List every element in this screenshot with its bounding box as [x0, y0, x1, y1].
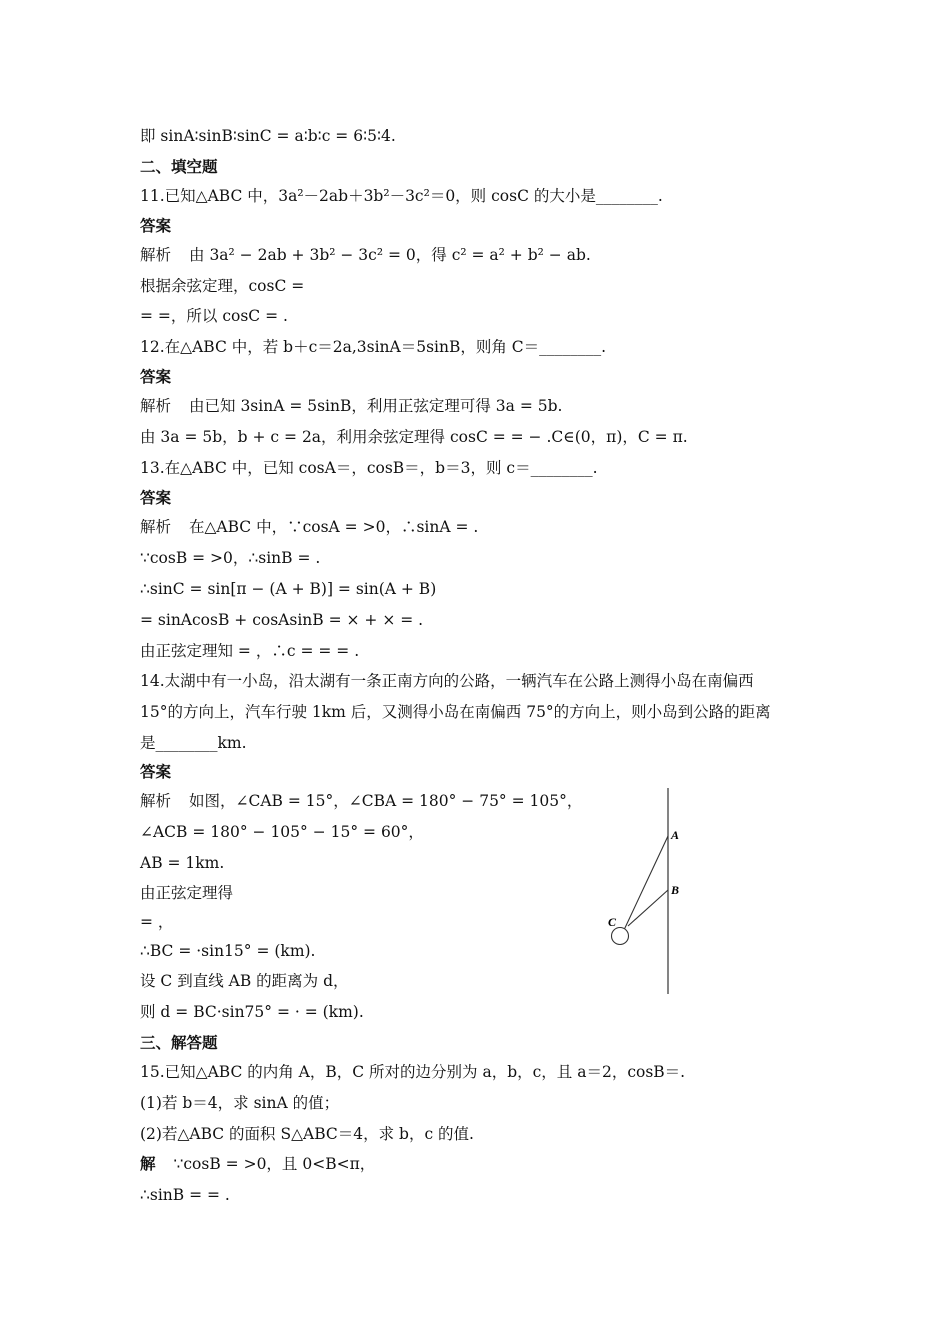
solution-label: 解	[140, 1155, 156, 1173]
point-c-label: C	[608, 915, 617, 929]
analysis-14-line-7: 设 C 到直线 AB 的距离为 d，	[140, 972, 349, 990]
analysis-14-line-6: ∴BC = ·sin15° = (km).	[140, 942, 316, 960]
question-15: 15.已知△ABC 的内角 A，B，C 所对的边分别为 a，b，c，且 a＝2，cosB＝.	[140, 1063, 686, 1081]
solution-15-line-1: 解 ∵cosB = >0，且 0<B<π，	[140, 1155, 376, 1173]
question-12: 12.在△ABC 中，若 b＋c＝2a,3sinA＝5sinB，则角 C＝________.	[140, 338, 607, 356]
analysis-13-line-3: ∴sinC = sin[π − (A + B)] = sin(A + B)	[140, 580, 437, 598]
analysis-11-line-2: 根据余弦定理，cosC =	[140, 277, 305, 295]
answer-heading-13: 答案	[140, 489, 172, 507]
analysis-14-line-2: ∠ACB = 180° − 105° − 15° = 60°，	[140, 823, 424, 841]
analysis-11-line-1: 解析 由 3a² − 2ab + 3b² − 3c² = 0，得 c² = a² + b² − ab.	[140, 246, 591, 264]
analysis-14-line-3: AB = 1km.	[140, 854, 225, 872]
answer-heading-14: 答案	[140, 763, 172, 781]
analysis-11-line-3: = =，所以 cosC = .	[140, 307, 288, 325]
question-11: 11.已知△ABC 中，3a²－2ab＋3b²－3c²＝0，则 cosC 的大小是________.	[140, 187, 663, 205]
section-fill-blank: 二、填空题	[140, 158, 218, 176]
analysis-13-line-4: = sinAcosB + cosAsinB = × + × = .	[140, 611, 424, 629]
island-circle	[612, 928, 629, 945]
question-14-line-1: 14.太湖中有一小岛，沿太湖有一条正南方向的公路，一辆汽车在公路上测得小岛在南偏西	[140, 672, 754, 690]
point-b-label: B	[671, 883, 680, 897]
analysis-14-line-4: 由正弦定理得	[140, 884, 234, 902]
section-solve: 三、解答题	[140, 1034, 218, 1052]
point-a-label: A	[671, 828, 680, 842]
question-14-line-3: 是________km.	[140, 734, 247, 752]
analysis-label: 解析	[140, 246, 172, 264]
analysis-14-line-5: = ，	[140, 913, 174, 931]
line-ratio: 即 sinA∶sinB∶sinC = a∶b∶c = 6∶5∶4.	[140, 127, 396, 145]
answer-heading-12: 答案	[140, 368, 172, 386]
analysis-14-line-1: 解析 如图，∠CAB = 15°，∠CBA = 180° − 75° = 105°，	[140, 792, 583, 810]
question-15-part-1: (1)若 b＝4，求 sinA 的值；	[140, 1094, 340, 1112]
analysis-12-line-2: 由 3a = 5b，b + c = 2a，利用余弦定理得 cosC = = − .C∈(0，π)，C = π.	[140, 428, 688, 446]
analysis-13-line-2: ∵cosB = >0，∴sinB = .	[140, 549, 321, 567]
analysis-label: 解析	[140, 518, 172, 536]
analysis-13-line-1: 解析 在△ABC 中，∵cosA = >0，∴sinA = .	[140, 518, 479, 536]
analysis-13-line-5: 由正弦定理知 = ，∴c = = = .	[140, 642, 360, 660]
question-13: 13.在△ABC 中，已知 cosA＝，cosB＝，b＝3，则 c＝________.	[140, 459, 598, 477]
question-15-part-2: (2)若△ABC 的面积 S△ABC＝4，求 b，c 的值.	[140, 1125, 474, 1143]
island-road-figure	[600, 786, 690, 996]
segment-ac	[624, 836, 668, 930]
question-14-line-2: 15°的方向上，汽车行驶 1km 后，又测得小岛在南偏西 75°的方向上，则小岛到公路的距离	[140, 703, 771, 721]
solution-15-line-2: ∴sinB = = .	[140, 1186, 230, 1204]
analysis-label: 解析	[140, 397, 172, 415]
analysis-14-line-8: 则 d = BC·sin75° = · = (km).	[140, 1003, 364, 1021]
analysis-label: 解析	[140, 792, 172, 810]
answer-heading-11: 答案	[140, 217, 172, 235]
analysis-12-line-1: 解析 由已知 3sinA = 5sinB，利用正弦定理可得 3a = 5b.	[140, 397, 563, 415]
